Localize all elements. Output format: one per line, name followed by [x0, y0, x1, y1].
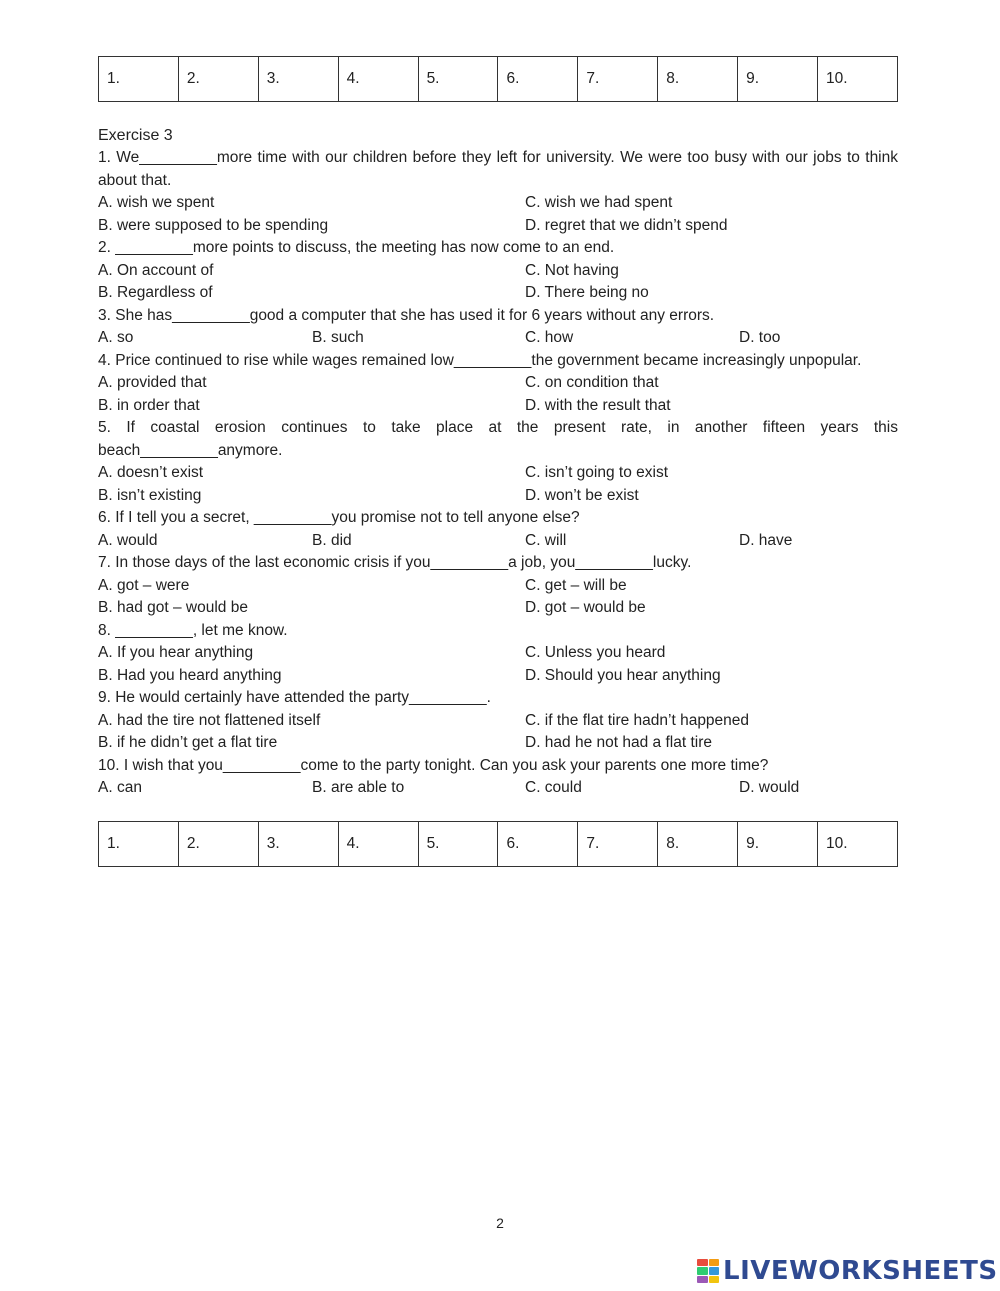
answer-option[interactable]: B. Had you heard anything [98, 666, 282, 684]
exercise-content [98, 125, 898, 800]
answer-option[interactable]: B. are able to [312, 779, 405, 796]
answer-option[interactable]: A. provided that [98, 374, 207, 391]
answer-cell[interactable]: 2. [178, 822, 258, 867]
answer-option[interactable]: C. get – will be [525, 576, 627, 594]
option-row [98, 260, 898, 283]
answer-option[interactable]: D. too [739, 329, 781, 346]
option-row [98, 372, 898, 395]
option-row [98, 215, 898, 238]
answer-cell[interactable]: 8. [658, 57, 738, 102]
option-row [98, 395, 898, 418]
answer-cell[interactable]: 9. [738, 57, 818, 102]
answer-option[interactable]: D. regret that we didn’t spend [525, 216, 728, 234]
answer-cell[interactable]: 6. [498, 822, 578, 867]
answer-row [99, 57, 898, 102]
answer-option[interactable]: A. can [98, 779, 142, 796]
question-text: 4. Price continued to rise while wages remained low_________the government became increasingly unpopular. [98, 351, 862, 369]
answer-cell[interactable]: 2. [178, 57, 258, 102]
question-text: 8. _________, let me know. [98, 621, 288, 639]
question-item [98, 350, 898, 418]
question-item [98, 147, 898, 237]
answer-option[interactable]: C. Unless you heard [525, 644, 666, 661]
question-item [98, 755, 898, 800]
option-row [98, 462, 898, 485]
option-row [98, 530, 898, 553]
question-item [98, 620, 898, 688]
answer-cell[interactable]: 6. [498, 57, 578, 102]
answer-option[interactable]: C. Not having [525, 261, 619, 279]
exercise-title: Exercise 3 [98, 127, 173, 144]
answer-cell[interactable]: 7. [578, 822, 658, 867]
answer-option[interactable]: A. had the tire not flattened itself [98, 711, 321, 729]
logo-block [709, 1259, 720, 1266]
answer-option[interactable]: C. on condition that [525, 374, 659, 391]
answer-option[interactable]: B. were supposed to be spending [98, 216, 329, 234]
question-item [98, 552, 898, 620]
question-text: 9. He would certainly have attended the party_________. [98, 689, 491, 706]
answer-option[interactable]: D. with the result that [525, 396, 671, 414]
option-row [98, 282, 898, 305]
question-text: 10. I wish that you_________come to the party tonight. Can you ask your parents one more time? [98, 756, 769, 774]
answer-cell[interactable]: 9. [738, 822, 818, 867]
page-number: 2 [496, 1215, 504, 1231]
answer-option[interactable]: A. wish we spent [98, 194, 215, 211]
answer-cell[interactable]: 10. [818, 822, 898, 867]
logo-block [709, 1276, 720, 1283]
answer-option[interactable]: A. doesn’t exist [98, 464, 204, 481]
option-row [98, 732, 898, 755]
question-text: 6. If I tell you a secret, _________you promise not to tell anyone else? [98, 509, 580, 526]
answer-option[interactable]: D. There being no [525, 284, 649, 301]
logo-icon [697, 1259, 719, 1283]
option-row [98, 710, 898, 733]
answer-option[interactable]: B. Regardless of [98, 284, 213, 301]
answer-option[interactable]: D. got – would be [525, 599, 646, 616]
logo-block [697, 1259, 708, 1266]
answer-option[interactable]: C. could [525, 779, 582, 796]
question-item [98, 417, 898, 507]
liveworksheets-logo [697, 1257, 998, 1285]
question-item [98, 237, 898, 305]
answer-cell[interactable]: 1. [99, 57, 179, 102]
answer-cell[interactable]: 3. [258, 822, 338, 867]
answer-cell[interactable]: 5. [418, 57, 498, 102]
logo-block [697, 1267, 708, 1274]
answer-cell[interactable]: 4. [338, 57, 418, 102]
answer-option[interactable]: C. how [525, 329, 574, 346]
option-row [98, 575, 898, 598]
answer-option[interactable]: A. so [98, 329, 134, 346]
logo-block [697, 1276, 708, 1283]
answer-option[interactable]: A. On account of [98, 261, 214, 279]
answer-option[interactable]: C. isn’t going to exist [525, 464, 669, 481]
answer-cell[interactable]: 4. [338, 822, 418, 867]
question-text: 5. If coastal erosion continues to take place at the present rate, in another fifteen years this beach_________anymore. [98, 419, 898, 459]
option-row [98, 327, 898, 350]
answer-table-top [98, 56, 898, 102]
answer-option[interactable]: B. such [312, 329, 364, 346]
question-list [98, 147, 898, 800]
answer-option[interactable]: D. won’t be exist [525, 486, 639, 504]
question-item [98, 687, 898, 755]
option-row [98, 597, 898, 620]
question-text: 1. We_________more time with our children before they left for university. We were too busy with our jobs to think about that. [98, 149, 898, 189]
logo-text: LIVEWORKSHEETS [723, 1256, 998, 1286]
option-row [98, 192, 898, 215]
option-row [98, 777, 898, 800]
question-text: 2. _________more points to discuss, the meeting has now come to an end. [98, 239, 615, 256]
question-item [98, 507, 898, 552]
option-row [98, 665, 898, 688]
answer-option[interactable]: C. wish we had spent [525, 194, 673, 211]
question-text: 7. In those days of the last economic crisis if you_________a job, you_________lucky. [98, 554, 692, 571]
question-text: 3. She has_________good a computer that she has used it for 6 years without any errors. [98, 306, 715, 324]
logo-block [709, 1267, 720, 1274]
answer-option[interactable]: A. would [98, 531, 158, 549]
answer-cell[interactable]: 7. [578, 57, 658, 102]
answer-option[interactable]: A. got – were [98, 576, 190, 594]
question-item [98, 305, 898, 350]
answer-option[interactable]: B. isn’t existing [98, 486, 202, 504]
answer-cell[interactable]: 5. [418, 822, 498, 867]
answer-option[interactable]: B. had got – would be [98, 599, 248, 616]
answer-option[interactable]: D. had he not had a flat tire [525, 734, 712, 751]
answer-option[interactable]: D. Should you hear anything [525, 666, 721, 684]
answer-option[interactable]: D. would [739, 779, 800, 796]
answer-cell[interactable]: 1. [99, 822, 179, 867]
answer-option[interactable]: D. have [739, 531, 793, 549]
answer-option[interactable]: B. did [312, 531, 352, 549]
answer-cell[interactable]: 8. [658, 822, 738, 867]
answer-option[interactable]: B. if he didn’t get a flat tire [98, 734, 278, 751]
answer-cell[interactable]: 10. [818, 57, 898, 102]
option-row [98, 485, 898, 508]
answer-row [99, 822, 898, 867]
option-row [98, 642, 898, 665]
answer-option[interactable]: C. if the flat tire hadn’t happened [525, 711, 750, 729]
answer-option[interactable]: C. will [525, 531, 567, 549]
answer-option[interactable]: B. in order that [98, 396, 200, 414]
answer-option[interactable]: A. If you hear anything [98, 644, 254, 661]
answer-table-bottom [98, 821, 898, 867]
answer-cell[interactable]: 3. [258, 57, 338, 102]
